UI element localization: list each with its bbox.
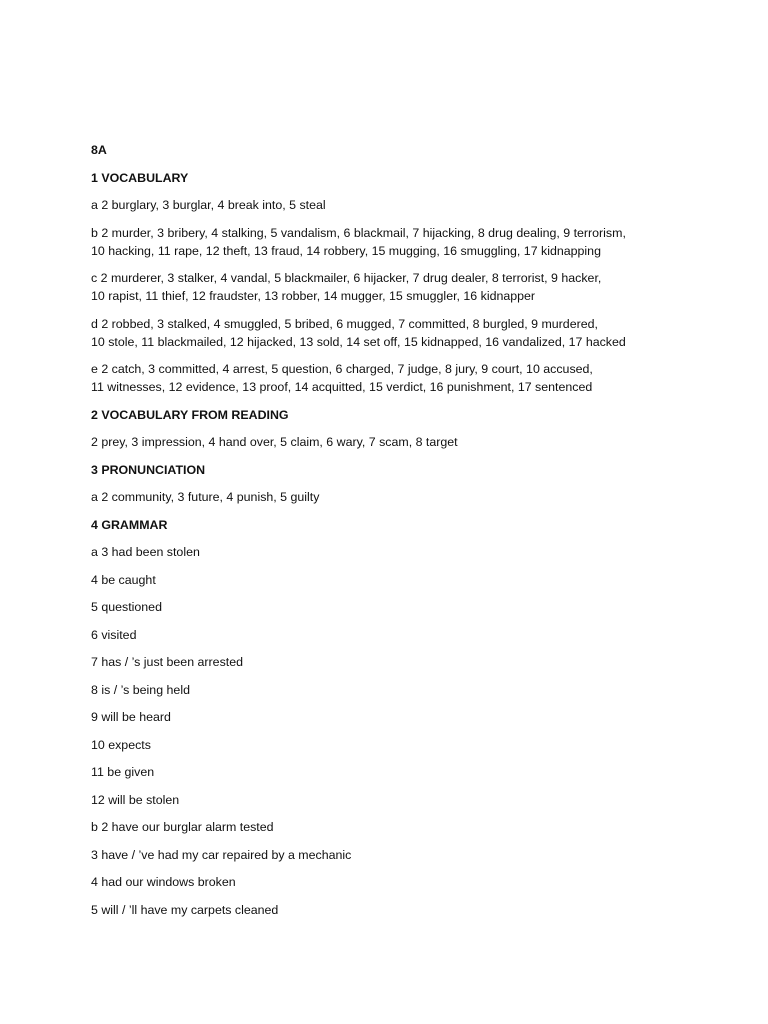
- vocabulary-answer-c-line2: 10 rapist, 11 thief, 12 fraudster, 13 robber, 14 mugger, 15 smuggler, 16 kidnapper: [91, 289, 536, 303]
- grammar-answer: 4 had our windows broken: [91, 875, 236, 889]
- grammar-answer: 5 will / ’ll have my carpets cleaned: [91, 902, 279, 917]
- vocabulary-answer-e-line2: 11 witnesses, 12 evidence, 13 proof, 14 acquitted, 15 verdict, 16 punishment, 17 sentenced: [91, 380, 593, 394]
- vocabulary-answer-d-line2: 10 stole, 11 blackmailed, 12 hijacked, 13 sold, 14 set off, 15 kidnapped, 16 vandalized, 17 hacked: [91, 334, 626, 349]
- vocabulary-answer-b-line1: b 2 murder, 3 bribery, 4 stalking, 5 vandalism, 6 blackmail, 7 hijacking, 8 drug dealing, 9 terrorism,: [91, 225, 626, 240]
- vocabulary-answer-d-line1: d 2 robbed, 3 stalked, 4 smuggled, 5 bribed, 6 mugged, 7 committed, 8 burgled, 9 murdered,: [91, 316, 598, 331]
- vocabulary-answer-a: a 2 burglary, 3 burglar, 4 break into, 5 steal: [91, 198, 326, 212]
- grammar-answer: 9 will be heard: [91, 710, 171, 724]
- document-page: [91, 141, 731, 919]
- unit-title: 8A: [91, 143, 107, 157]
- grammar-answer: 12 will be stolen: [91, 792, 180, 807]
- grammar-answer: b 2 have our burglar alarm tested: [91, 820, 274, 834]
- vocab-reading-answer: 2 prey, 3 impression, 4 hand over, 5 claim, 6 wary, 7 scam, 8 target: [91, 435, 458, 449]
- section-heading-vocab-reading: 2 VOCABULARY FROM READING: [91, 407, 289, 422]
- vocabulary-answer-b: [91, 224, 731, 260]
- grammar-answer: a 3 had been stolen: [91, 545, 200, 559]
- grammar-answer: 11 be given: [91, 765, 155, 779]
- section-heading-vocabulary: 1 VOCABULARY: [91, 170, 189, 185]
- vocabulary-answer-e: [91, 360, 731, 396]
- grammar-answer: 10 expects: [91, 737, 151, 752]
- vocabulary-answer-e-line1: e 2 catch, 3 committed, 4 arrest, 5 question, 6 charged, 7 judge, 8 jury, 9 court, 10 accused,: [91, 362, 593, 376]
- vocabulary-answer-c-line1: c 2 murderer, 3 stalker, 4 vandal, 5 blackmailer, 6 hijacker, 7 drug dealer, 8 terrorist, 9 hacker,: [91, 271, 602, 285]
- pronunciation-answer: a 2 community, 3 future, 4 punish, 5 guilty: [91, 490, 320, 504]
- section-heading-pronunciation: 3 PRONUNCIATION: [91, 462, 206, 477]
- grammar-answer: 8 is / ’s being held: [91, 682, 190, 697]
- grammar-answer: 6 visited: [91, 627, 137, 642]
- grammar-answer: 5 questioned: [91, 600, 162, 614]
- grammar-answer: 4 be caught: [91, 572, 156, 587]
- grammar-answer: 7 has / ’s just been arrested: [91, 655, 243, 669]
- vocabulary-answer-b-line2: 10 hacking, 11 rape, 12 theft, 13 fraud, 14 robbery, 15 mugging, 16 smuggling, 17 kidnapping: [91, 243, 601, 258]
- vocabulary-answer-c: [91, 269, 731, 305]
- grammar-answer: 3 have / ’ve had my car repaired by a mechanic: [91, 847, 352, 862]
- vocabulary-answer-d: [91, 315, 731, 351]
- section-heading-grammar: 4 GRAMMAR: [91, 517, 168, 532]
